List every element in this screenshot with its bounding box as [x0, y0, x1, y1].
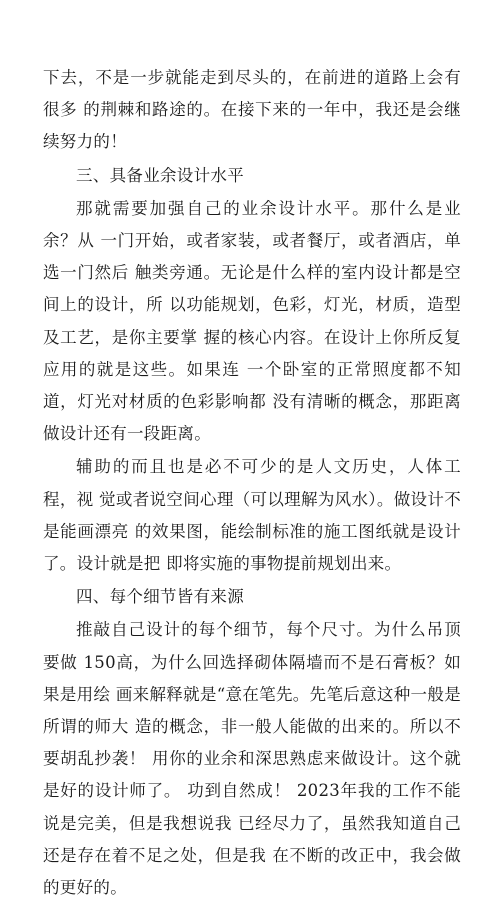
paragraph-continuation: 下去，不是一步就能走到尽头的，在前进的道路上会有很多 的荆棘和路途的。在接下来的一年中，我还是会继续努力的！ [43, 68, 461, 152]
paragraph-amateur-design: 那就需要加强自己的业余设计水平。那什么是业余？从 一门开始，或者家装，或者餐厅，或者酒店，单选一门然后 触类旁通。无论是什么样的室内设计都是空间上的设计，所 以功能规划，色彩，灯光，材质，造型及工艺，是你主要掌 握的核心内容。在设计上你所反复应用的就是这些。如果连 一个卧室的正常照度都不知道，灯光对材质的色彩影响都 没有清晰的概念，那距离做设计还有一段距离。 [43, 198, 461, 444]
paragraph-details: 推敲自己设计的每个细节，每个尺寸。为什么吊顶要做 150高，为什么回选择砌体隔墙而不是石膏板？如果是用绘 画来解释就是“意在笔先。先笔后意这种一般是所谓的师大 造的概念，非一般人能做的出来的。所以不要胡乱抄袭！ 用你的业余和深思熟虑来做设计。这个就是好的设计师了。 功到自然成！ 2023年我的工作不能说是完美，但是我想说我 已经尽力了，虽然我知道自己还是存在着不足之处，但是我 在不断的改正中，我会做的更好的。 [43, 620, 461, 898]
document-body [43, 62, 461, 905]
section-heading-4: 四、每个细节皆有来源 [76, 587, 244, 607]
section-heading-3: 三、具备业余设计水平 [76, 165, 244, 185]
paragraph-auxiliary-knowledge: 辅助的而且也是必不可少的是人文历史，人体工程，视 觉或者说空间心理（可以理解为风水）。做设计不是能画漂亮 的效果图，能绘制标准的施工图纸就是设计了。设计就是把 即将实施的事物提前规划出来。 [43, 457, 461, 574]
